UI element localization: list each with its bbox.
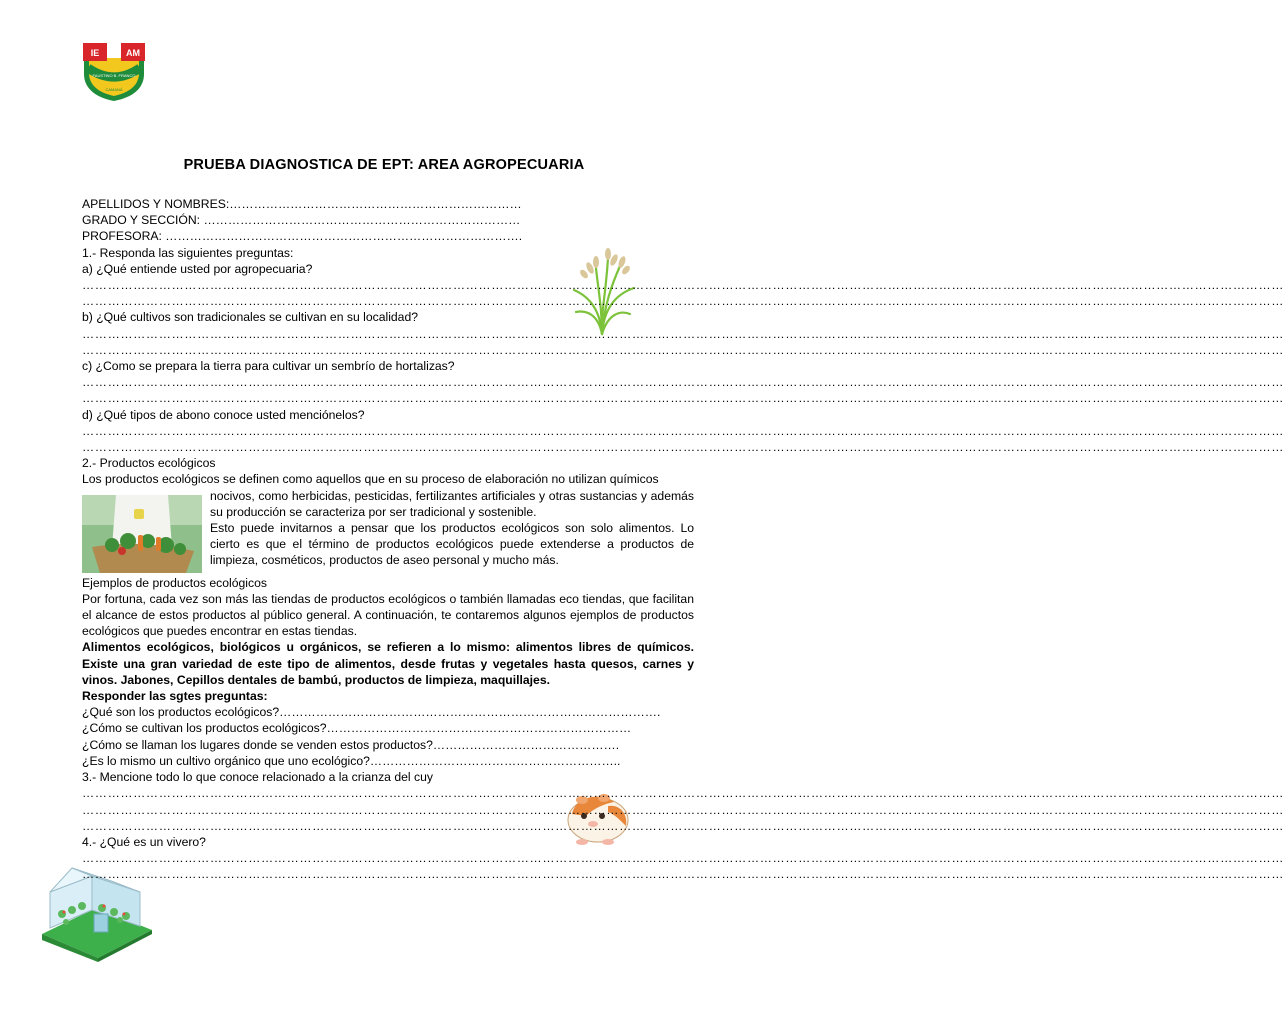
question-b: b) ¿Qué cultivos son tradicionales se cultivan en su localidad? [82, 310, 419, 325]
paragraph-eco-foods: Alimentos ecológicos, biológicos u orgánicos, se refieren a lo mismo: alimentos libres de químicos. Existe una gran variedad de este tipo de alimentos, desde frutas y vegetales hasta quesos, carnes y vinos. Jabones, Cepillos dentales de bambú, productos de limpieza, maquillajes. [82, 640, 694, 687]
answer-line[interactable]: ………………………………………………………………………………………………………………………………………………………………………………………………………………………………………………………… [82, 867, 1284, 882]
section2-heading: 2.- Productos ecológicos [82, 456, 216, 471]
section3-heading: 3.- Mencione todo lo que conoce relacionado a la crianza del cuy [82, 770, 433, 785]
paragraph-definition-first: Los productos ecológicos se definen como aquellos que en su proceso de elaboración no utilizan químicos [82, 472, 659, 487]
answer-line[interactable]: ………………………………………………………………………………………………………………………………………………………………………………………………………………………………………………………… [82, 423, 1284, 438]
logo-ie: IE [90, 48, 100, 58]
question-d: d) ¿Qué tipos de abono conoce usted menciónelos? [82, 407, 365, 422]
logo-ribbon: FAUSTINO B. FRANCO [92, 73, 136, 78]
school-logo [80, 40, 148, 102]
question-eco-4[interactable]: ¿Es lo mismo un cultivo orgánico que uno ecológico?…………………………………………………….. [82, 753, 621, 768]
field-teacher[interactable]: PROFESORA: ……………………………………………………………………………. [82, 229, 523, 244]
section4-heading: 4.- ¿Qué es un vivero? [82, 834, 206, 849]
answer-line[interactable]: ………………………………………………………………………………………………………………………………………………………………………………………………………………………………………………………… [82, 851, 1284, 866]
answer-line[interactable]: ………………………………………………………………………………………………………………………………………………………………………………………………………………………………………………………… [82, 294, 1284, 309]
respond-heading: Responder las sgtes preguntas: [82, 689, 268, 704]
section1-heading: 1.- Responda las siguientes preguntas: [82, 245, 294, 260]
answer-line[interactable]: ………………………………………………………………………………………………………………………………………………………………………………………………………………………………………………………… [82, 818, 1284, 833]
answer-line[interactable]: ………………………………………………………………………………………………………………………………………………………………………………………………………………………………………………………… [82, 326, 1284, 341]
page-title: PRUEBA DIAGNOSTICA DE EPT: AREA AGROPECUARIA [183, 157, 585, 173]
answer-line[interactable]: ………………………………………………………………………………………………………………………………………………………………………………………………………………………………………………………… [82, 391, 1284, 406]
question-c: c) ¿Como se prepara la tierra para cultivar un sembrío de hortalizas? [82, 359, 455, 374]
question-eco-2[interactable]: ¿Cómo se cultivan los productos ecológicos?………………………………………………………………… [82, 721, 632, 736]
examples-heading: Ejemplos de productos ecológicos [82, 575, 267, 590]
answer-line[interactable]: ………………………………………………………………………………………………………………………………………………………………………………………………………………………………………………………… [82, 375, 1284, 390]
question-eco-1[interactable]: ¿Qué son los productos ecológicos?…………………………………………………………………………………. [82, 705, 661, 720]
field-names[interactable]: APELLIDOS Y NOMBRES:……………………………………………………………… [82, 197, 522, 211]
paragraph-scope: Esto puede invitarnos a pensar que los productos ecológicos son solo alimentos. Lo cierto es que el término de productos ecológicos puede extenderse a productos de limpieza, cosméticos, productos de aseo personal y mucho más. [210, 521, 694, 568]
question-a: a) ¿Qué entiende usted por agropecuaria? [82, 261, 313, 276]
answer-line[interactable]: ………………………………………………………………………………………………………………………………………………………………………………………………………………………………………………………… [82, 802, 1284, 817]
field-grade[interactable]: GRADO Y SECCIÓN: …………………………………………………………………… [82, 213, 521, 228]
logo-bottom: CAMANÁ [105, 87, 123, 92]
logo-am: AM [126, 48, 140, 58]
vegetable-basket-photo [82, 495, 202, 573]
paragraph-eco-stores: Por fortuna, cada vez son más las tiendas de productos ecológicos o también llamadas eco tiendas, que facilitan el alcance de estos productos al público general. A continuación, te contaremos algunos ejemplos de productos ecológicos que puedes encontrar en estas tiendas. [82, 591, 694, 639]
answer-line[interactable]: ………………………………………………………………………………………………………………………………………………………………………………………………………………………………………………………… [82, 440, 1284, 455]
answer-line[interactable]: ………………………………………………………………………………………………………………………………………………………………………………………………………………………………………………………… [82, 278, 1284, 293]
paragraph-definition-rest: nocivos, como herbicidas, pesticidas, fertilizantes artificiales y otras sustancias y además su producción se caracteriza por ser tradicional y sostenible. [210, 488, 694, 519]
answer-line[interactable]: ………………………………………………………………………………………………………………………………………………………………………………………………………………………………………………………… [82, 342, 1284, 357]
question-eco-3[interactable]: ¿Cómo se llaman los lugares donde se venden estos productos?………………………………………. [82, 737, 620, 752]
answer-line[interactable]: ………………………………………………………………………………………………………………………………………………………………………………………………………………………………………………………… [82, 786, 1284, 801]
exam-content [82, 196, 1284, 883]
